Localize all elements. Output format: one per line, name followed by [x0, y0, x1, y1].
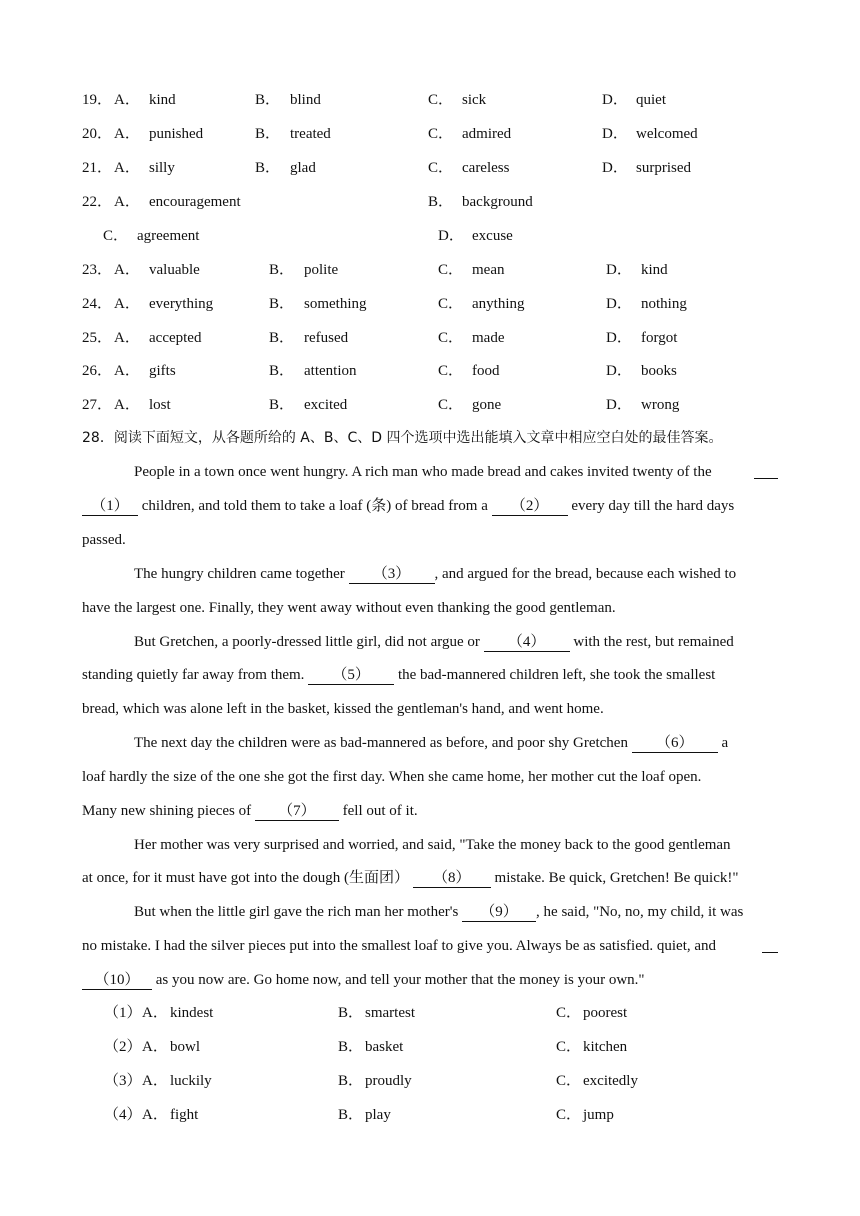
question-number: 26．: [82, 363, 113, 379]
option-letter-b: B．: [255, 160, 281, 176]
option-d: forgot: [641, 330, 678, 346]
option-number: （2）: [104, 1039, 142, 1055]
option-letter-c: C．: [438, 262, 464, 278]
option-letter-a: A．: [142, 1005, 168, 1021]
option-d: nothing: [641, 296, 687, 312]
option-d: kind: [641, 262, 668, 278]
option-letter-d: D．: [602, 126, 628, 142]
question-22: [0, 190, 860, 214]
option-b: basket: [365, 1039, 404, 1055]
passage-line: [82, 494, 734, 518]
q28-option-row-1: [0, 1001, 860, 1025]
option-c: jump: [583, 1107, 614, 1123]
option-c: mean: [472, 262, 505, 278]
question-26: [0, 359, 860, 383]
option-a: valuable: [149, 262, 200, 278]
blank-2: （2）: [492, 497, 568, 516]
option-letter-a: A．: [114, 397, 140, 413]
option-c: made: [472, 330, 505, 346]
option-letter-a: A．: [114, 92, 140, 108]
question-20: [0, 122, 860, 146]
passage-text: with the rest, but remained: [573, 634, 734, 650]
option-letter-b: B．: [269, 262, 295, 278]
passage-line: [134, 900, 743, 924]
option-letter-a: A．: [114, 126, 140, 142]
option-c: food: [472, 363, 500, 379]
passage-text: The next day the children were as bad-mannered as before, and poor shy Gretchen: [134, 735, 628, 751]
passage-text: a: [721, 735, 729, 751]
q28-option-row-4: [0, 1103, 860, 1127]
option-letter-b: B．: [255, 126, 281, 142]
option-letter-a: A．: [114, 296, 140, 312]
passage-text: the bad-mannered children left, she took the smallest: [397, 667, 716, 683]
option-letter-a: A．: [114, 262, 140, 278]
passage-text: Many new shining pieces of: [82, 803, 252, 819]
question-number: 27．: [82, 397, 113, 413]
option-c: careless: [462, 160, 510, 176]
option-a: bowl: [170, 1039, 200, 1055]
option-number: （3）: [104, 1073, 142, 1089]
option-c: kitchen: [583, 1039, 628, 1055]
blank-4: （4）: [484, 633, 570, 652]
passage-line: [134, 630, 734, 654]
passage-text: at once, for it must have got into the dough (生面团）: [82, 870, 410, 886]
passage-text: The hungry children came together: [134, 566, 345, 582]
option-b: blind: [290, 92, 321, 108]
option-number: （1）: [104, 1005, 142, 1021]
question-21: [0, 156, 860, 180]
option-a: everything: [149, 296, 214, 312]
option-b: glad: [290, 160, 316, 176]
option-letter-b: B．: [269, 330, 295, 346]
option-a: accepted: [149, 330, 202, 346]
option-number: （4）: [104, 1107, 142, 1123]
option-a: kindest: [170, 1005, 214, 1021]
passage-text: , he said, "No, no, my child, it was: [536, 904, 744, 920]
option-b: background: [462, 194, 533, 210]
option-letter-c: C．: [428, 92, 454, 108]
option-c: admired: [462, 126, 512, 142]
option-b: proudly: [365, 1073, 412, 1089]
option-letter-c: C．: [556, 1107, 582, 1123]
option-a: kind: [149, 92, 176, 108]
option-c: poorest: [583, 1005, 628, 1021]
option-letter-b: B．: [269, 397, 295, 413]
passage-text: , and argued for the bread, because each wished to: [434, 566, 737, 582]
blank-10: （10）: [82, 971, 152, 990]
option-letter-a: A．: [114, 160, 140, 176]
passage-text: have the largest one. Finally, they went away without even thanking the good gentleman.: [82, 600, 616, 616]
option-letter-b: B．: [255, 92, 281, 108]
option-letter-b: B．: [269, 363, 295, 379]
option-b: treated: [290, 126, 331, 142]
option-b: smartest: [365, 1005, 415, 1021]
option-a: encouragement: [149, 194, 241, 210]
blank-1: （1）: [82, 497, 138, 516]
option-letter-d: D．: [602, 160, 628, 176]
blank-9: （9）: [462, 903, 536, 922]
option-letter-a: A．: [114, 330, 140, 346]
option-d: welcomed: [636, 126, 698, 142]
option-a: gifts: [149, 363, 176, 379]
passage-text: Her mother was very surprised and worried, and said, "Take the money back to the good gentleman: [134, 837, 731, 853]
option-a: luckily: [170, 1073, 212, 1089]
option-b: play: [365, 1107, 391, 1123]
option-letter-c: C．: [438, 330, 464, 346]
option-letter-c: C．: [438, 363, 464, 379]
question-23: [0, 258, 860, 282]
blank-3: （3）: [349, 565, 435, 584]
question-number: 21．: [82, 160, 113, 176]
option-b: attention: [304, 363, 357, 379]
option-letter-c: C．: [428, 160, 454, 176]
passage-text: But Gretchen, a poorly-dressed little girl, did not argue or: [134, 634, 480, 650]
passage-text: People in a town once went hungry. A rich man who made bread and cakes invited twenty of the: [134, 464, 712, 480]
option-letter-c: C．: [428, 126, 454, 142]
option-a: punished: [149, 126, 204, 142]
option-letter-c: C．: [556, 1073, 582, 1089]
passage-text: mistake. Be quick, Gretchen! Be quick!": [494, 870, 739, 886]
option-a: silly: [149, 160, 175, 176]
question-number: 23．: [82, 262, 113, 278]
option-letter-b: B．: [338, 1073, 364, 1089]
passage-text: standing quietly far away from them.: [82, 667, 305, 683]
option-letter-a: A．: [142, 1039, 168, 1055]
blank-5: （5）: [308, 666, 394, 685]
option-letter-b: B．: [338, 1005, 364, 1021]
option-d: excuse: [472, 228, 513, 244]
option-letter-d: D．: [606, 397, 632, 413]
question-22-cont: [0, 224, 860, 248]
question-24: [0, 292, 860, 316]
question-number: 20．: [82, 126, 113, 142]
option-c: sick: [462, 92, 487, 108]
option-letter-d: D．: [606, 262, 632, 278]
blank-underline: [754, 460, 778, 479]
option-c: excitedly: [583, 1073, 638, 1089]
passage-text: children, and told them to take a loaf (条) of bread from a: [141, 498, 488, 514]
option-letter-a: A．: [114, 363, 140, 379]
option-letter-c: C．: [438, 296, 464, 312]
question-number: 19．: [82, 92, 113, 108]
option-a: fight: [170, 1107, 199, 1123]
option-d: surprised: [636, 160, 691, 176]
option-a: lost: [149, 397, 171, 413]
option-letter-d: D．: [602, 92, 628, 108]
passage-text: as you now are. Go home now, and tell your mother that the money is your own.": [155, 972, 645, 988]
option-letter-c: C．: [556, 1039, 582, 1055]
passage-text: bread, which was alone left in the basket, kissed the gentleman's hand, and went home.: [82, 701, 604, 717]
passage-text: loaf hardly the size of the one she got the first day. When she came home, her mother cut the loaf open.: [82, 769, 702, 785]
passage-text: every day till the hard days: [571, 498, 735, 514]
option-letter-c: C．: [556, 1005, 582, 1021]
option-d: books: [641, 363, 677, 379]
passage-line: [82, 663, 715, 687]
passage-text: But when the little girl gave the rich man her mother's: [134, 904, 459, 920]
blank-7: （7）: [255, 802, 339, 821]
blank-6: （6）: [632, 734, 718, 753]
option-b: excited: [304, 397, 348, 413]
option-letter-b: B．: [338, 1107, 364, 1123]
option-letter-c: C．: [103, 228, 129, 244]
option-b: something: [304, 296, 367, 312]
q28-option-row-2: [0, 1035, 860, 1059]
passage-line: [82, 799, 418, 823]
option-b: refused: [304, 330, 349, 346]
question-number: 25．: [82, 330, 113, 346]
option-c: anything: [472, 296, 525, 312]
option-letter-d: D．: [606, 296, 632, 312]
option-letter-a: A．: [142, 1073, 168, 1089]
option-c: agreement: [137, 228, 200, 244]
blank-8: （8）: [413, 869, 491, 888]
question-number: 24．: [82, 296, 113, 312]
passage-text: no mistake. I had the silver pieces put into the smallest loaf to give you. Always be as satisfied. quiet, and: [82, 938, 717, 954]
passage-line: [82, 968, 645, 992]
passage-line: [134, 562, 736, 586]
option-letter-b: B．: [428, 194, 454, 210]
option-c: gone: [472, 397, 502, 413]
option-letter-b: B．: [338, 1039, 364, 1055]
passage-line: [134, 731, 728, 755]
option-letter-d: D．: [606, 363, 632, 379]
passage-text: passed.: [82, 532, 126, 548]
blank-underline: [762, 934, 778, 953]
option-letter-d: D．: [438, 228, 464, 244]
passage-line: [82, 866, 739, 890]
option-letter-a: A．: [114, 194, 140, 210]
option-letter-c: C．: [438, 397, 464, 413]
passage-text: fell out of it.: [342, 803, 418, 819]
option-d: quiet: [636, 92, 666, 108]
option-b: polite: [304, 262, 339, 278]
option-d: wrong: [641, 397, 680, 413]
q28-option-row-3: [0, 1069, 860, 1093]
question-28-instruction: 28．阅读下面短文，从各题所给的 A、B、C、D 四个选项中选出能填入文章中相应空白处的最佳答案。: [82, 430, 723, 446]
question-number: 22．: [82, 194, 113, 210]
question-25: [0, 326, 860, 350]
option-letter-d: D．: [606, 330, 632, 346]
question-19: [0, 88, 860, 112]
question-27: [0, 393, 860, 417]
option-letter-a: A．: [142, 1107, 168, 1123]
option-letter-b: B．: [269, 296, 295, 312]
